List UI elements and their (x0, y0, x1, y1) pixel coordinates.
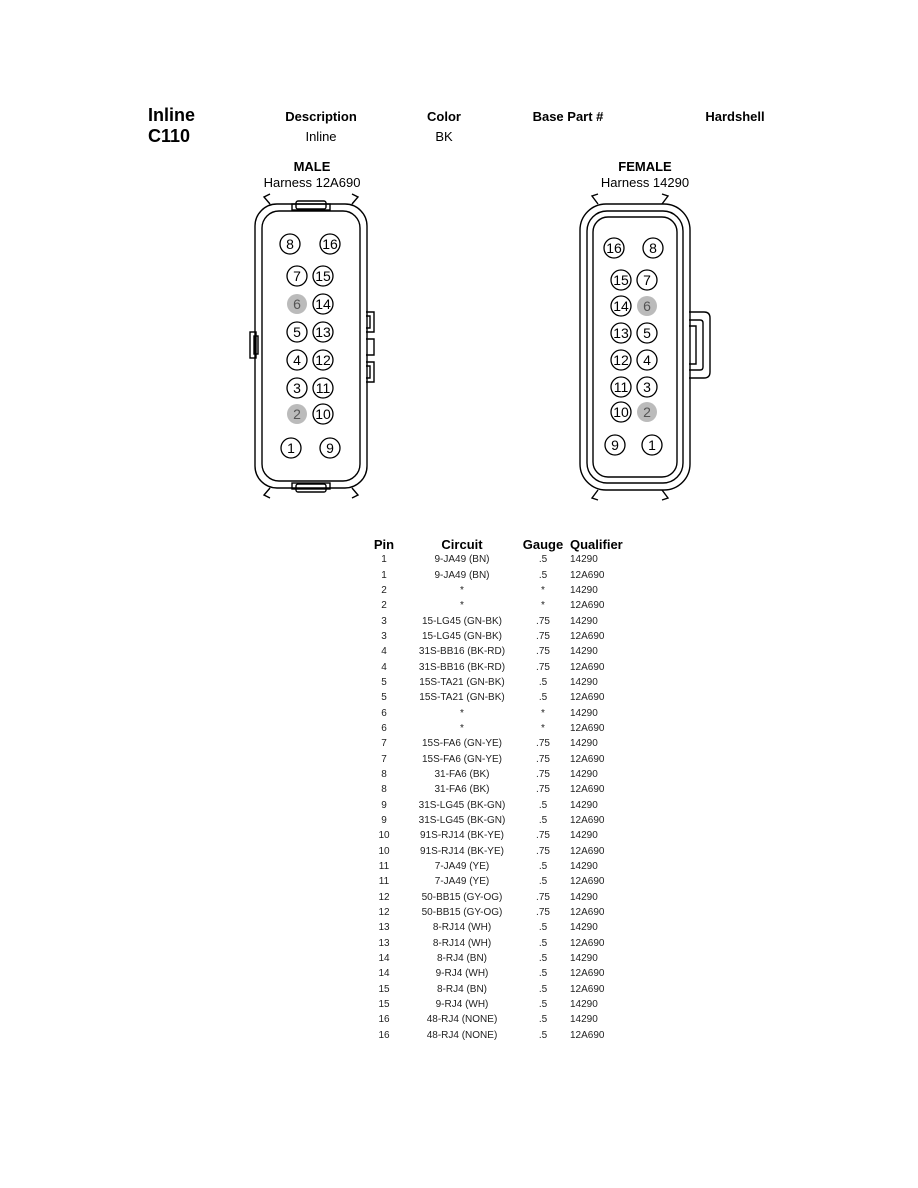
circuit-cell: 15S-FA6 (GN-YE) (421, 753, 503, 765)
pin-12 (313, 350, 333, 370)
table-row (366, 844, 630, 859)
pin-cell: 12 (378, 907, 390, 919)
qualifier-cell: 14290 (570, 707, 598, 719)
pin-number: 15 (613, 272, 629, 288)
gauge-cell: .5 (538, 692, 548, 704)
qualifier-cell: 12A690 (570, 876, 605, 888)
pin-number: 3 (293, 380, 301, 396)
pin-cell: 2 (381, 584, 387, 596)
gauge-cell: .75 (536, 661, 550, 673)
pin-cell: 5 (381, 676, 387, 688)
gauge-cell: .75 (536, 630, 550, 642)
qualifier-cell: 12A690 (570, 784, 605, 796)
circuit-cell: 50-BB15 (GY-OG) (421, 891, 503, 903)
base-part-label: Base Part # (532, 109, 604, 124)
table-row (366, 644, 630, 659)
qualifier-cell: 12A690 (570, 630, 605, 642)
gauge-cell: .5 (538, 799, 548, 811)
pin-3 (637, 377, 657, 397)
gauge-cell: .75 (536, 891, 550, 903)
pin-cell: 3 (381, 615, 387, 627)
circuit-cell: 31S-LG45 (BK-GN) (418, 815, 506, 827)
pin-number: 12 (315, 352, 331, 368)
qualifier-cell: 14290 (570, 738, 598, 750)
pin-number: 5 (643, 325, 651, 341)
pin-number: 1 (287, 440, 295, 456)
table-row (366, 966, 630, 981)
table-row (366, 905, 630, 920)
female-housing (580, 194, 710, 500)
pin-number: 12 (613, 352, 629, 368)
pin-number: 4 (293, 352, 301, 368)
pin-number: 7 (293, 268, 301, 284)
table-row (366, 767, 630, 782)
qualifier-cell: 12A690 (570, 937, 605, 949)
pin-cell: 1 (381, 569, 387, 581)
pin-cell: 15 (378, 983, 390, 995)
circuit-cell: 15-LG45 (GN-BK) (421, 615, 503, 627)
pin-cell: 9 (381, 815, 387, 827)
table-header-row (366, 536, 630, 552)
pin-number: 8 (649, 240, 657, 256)
pin-number: 14 (613, 298, 629, 314)
qualifier-cell: 12A690 (570, 692, 605, 704)
gauge-cell: .5 (538, 922, 548, 934)
table-row (366, 751, 630, 766)
gauge-cell: .75 (536, 738, 550, 750)
pin-cell: 10 (378, 845, 390, 857)
pin-6 (637, 296, 657, 316)
pin-number: 11 (315, 380, 331, 396)
table-row (366, 583, 630, 598)
pin-number: 5 (293, 324, 301, 340)
table-row (366, 567, 630, 582)
table-row (366, 951, 630, 966)
table-row (366, 798, 630, 813)
gauge-cell: .5 (538, 815, 548, 827)
pin-13 (611, 323, 631, 343)
pin-3 (287, 378, 307, 398)
male-housing (250, 194, 374, 498)
description-value: Inline (305, 129, 337, 144)
table-row (366, 629, 630, 644)
pin-11 (313, 378, 333, 398)
table-row (366, 598, 630, 613)
pin-1 (281, 438, 301, 458)
col-pin: Pin (373, 536, 395, 552)
pin-10 (611, 402, 631, 422)
qualifier-cell: 14290 (570, 830, 598, 842)
pin-cell: 13 (378, 922, 390, 934)
pin-number: 7 (643, 272, 651, 288)
circuit-cell: 91S-RJ14 (BK-YE) (420, 845, 504, 857)
pin-number: 8 (286, 236, 294, 252)
pin-number: 10 (613, 404, 629, 420)
qualifier-cell: 14290 (570, 891, 598, 903)
female-pins (604, 238, 663, 455)
circuit-cell: 31S-BB16 (BK-RD) (418, 661, 506, 673)
pin-cell: 4 (381, 646, 387, 658)
description-label: Description (285, 109, 357, 124)
pin-cell: 6 (381, 707, 387, 719)
pin-5 (637, 323, 657, 343)
circuit-cell: * (460, 600, 464, 612)
pin-number: 9 (611, 437, 619, 453)
male-harness: Harness 12A690 (263, 175, 361, 190)
gauge-cell: .75 (536, 845, 550, 857)
pin-number: 6 (643, 298, 651, 314)
pin-cell: 4 (381, 661, 387, 673)
table-row (366, 874, 630, 889)
pin-number: 14 (315, 296, 331, 312)
gauge-cell: .5 (538, 876, 548, 888)
circuit-cell: 48-RJ4 (NONE) (426, 1014, 498, 1026)
pin-number: 3 (643, 379, 651, 395)
gauge-cell: .75 (536, 907, 550, 919)
gauge-cell: .75 (536, 615, 550, 627)
pin-table-body (366, 552, 630, 1043)
pin-14 (313, 294, 333, 314)
male-connector-diagram (240, 192, 390, 500)
pin-7 (287, 266, 307, 286)
pin-2 (287, 404, 307, 424)
table-row (366, 782, 630, 797)
table-row (366, 920, 630, 935)
color-label: Color (427, 109, 461, 124)
pin-number: 10 (315, 406, 331, 422)
circuit-cell: 31-FA6 (BK) (434, 768, 490, 780)
col-gauge: Gauge (522, 536, 564, 552)
qualifier-cell: 14290 (570, 799, 598, 811)
qualifier-cell: 14290 (570, 768, 598, 780)
qualifier-cell: 14290 (570, 554, 598, 566)
pin-number: 13 (315, 324, 331, 340)
gauge-cell: .5 (538, 1014, 548, 1026)
pin-15 (611, 270, 631, 290)
qualifier-cell: 14290 (570, 999, 598, 1011)
pin-number: 11 (613, 379, 629, 395)
pin-cell: 12 (378, 891, 390, 903)
circuit-cell: 31S-BB16 (BK-RD) (418, 646, 506, 658)
qualifier-cell: 12A690 (570, 983, 605, 995)
qualifier-cell: 14290 (570, 676, 598, 688)
qualifier-cell: 12A690 (570, 753, 605, 765)
pin-2 (637, 402, 657, 422)
gauge-cell: .75 (536, 646, 550, 658)
female-label (601, 159, 689, 191)
pin-cell: 3 (381, 630, 387, 642)
gauge-cell: .75 (536, 830, 550, 842)
pin-cell: 13 (378, 937, 390, 949)
pin-8 (643, 238, 663, 258)
hardshell-label: Hardshell (705, 109, 765, 124)
male-pins (280, 234, 340, 458)
qualifier-cell: 12A690 (570, 845, 605, 857)
pin-cell: 1 (381, 554, 387, 566)
table-row (366, 859, 630, 874)
qualifier-cell: 12A690 (570, 661, 605, 673)
pin-cell: 16 (378, 1014, 390, 1026)
pin-table (366, 536, 630, 1043)
table-row (366, 1028, 630, 1043)
table-row (366, 813, 630, 828)
gauge-cell: .5 (538, 968, 548, 980)
table-row (366, 552, 630, 567)
pin-cell: 15 (378, 999, 390, 1011)
circuit-cell: 15S-TA21 (GN-BK) (419, 692, 505, 704)
qualifier-cell: 12A690 (570, 1029, 605, 1041)
pin-number: 15 (315, 268, 331, 284)
female-connector-diagram (572, 192, 720, 502)
pin-cell: 7 (381, 753, 387, 765)
pin-4 (637, 350, 657, 370)
gauge-cell: * (541, 584, 545, 596)
gauge-cell: * (541, 600, 545, 612)
pin-9 (320, 438, 340, 458)
pin-13 (313, 322, 333, 342)
table-row (366, 613, 630, 628)
pin-cell: 8 (381, 784, 387, 796)
pin-1 (642, 435, 662, 455)
circuit-cell: 50-BB15 (GY-OG) (421, 907, 503, 919)
gauge-cell: .5 (538, 554, 548, 566)
color-value: BK (435, 129, 453, 144)
pin-5 (287, 322, 307, 342)
pin-7 (637, 270, 657, 290)
table-row (366, 828, 630, 843)
gauge-cell: .5 (538, 953, 548, 965)
pin-cell: 11 (378, 861, 390, 873)
pin-4 (287, 350, 307, 370)
gauge-cell: .5 (538, 1029, 548, 1041)
male-label (264, 159, 361, 191)
circuit-cell: 8-RJ4 (BN) (436, 983, 487, 995)
circuit-cell: 9-RJ4 (WH) (435, 968, 489, 980)
circuit-cell: 8-RJ14 (WH) (432, 922, 492, 934)
pin-10 (313, 404, 333, 424)
gauge-cell: .5 (538, 861, 548, 873)
pin-16 (320, 234, 340, 254)
circuit-cell: * (460, 707, 464, 719)
gauge-cell: .5 (538, 569, 548, 581)
circuit-cell: 15S-TA21 (GN-BK) (419, 676, 505, 688)
circuit-cell: * (460, 584, 464, 596)
gauge-cell: .5 (538, 983, 548, 995)
table-row (366, 705, 630, 720)
qualifier-cell: 12A690 (570, 968, 605, 980)
table-row (366, 936, 630, 951)
pin-cell: 14 (378, 968, 390, 980)
pin-16 (604, 238, 624, 258)
pin-number: 6 (293, 296, 301, 312)
pin-number: 16 (322, 236, 338, 252)
qualifier-cell: 12A690 (570, 600, 605, 612)
circuit-cell: 9-JA49 (BN) (434, 569, 490, 581)
pin-number: 4 (643, 352, 651, 368)
pin-cell: 9 (381, 799, 387, 811)
circuit-cell: 31-FA6 (BK) (434, 784, 490, 796)
gauge-cell: * (541, 722, 545, 734)
pin-cell: 5 (381, 692, 387, 704)
pin-cell: 11 (378, 876, 390, 888)
gauge-cell: * (541, 707, 545, 719)
pin-11 (611, 377, 631, 397)
pin-number: 9 (326, 440, 334, 456)
qualifier-cell: 14290 (570, 953, 598, 965)
title-line1: Inline (148, 105, 196, 125)
gauge-cell: .75 (536, 768, 550, 780)
circuit-cell: 48-RJ4 (NONE) (426, 1029, 498, 1041)
circuit-cell: 8-RJ14 (WH) (432, 937, 492, 949)
gauge-cell: .5 (538, 676, 548, 688)
qualifier-cell: 14290 (570, 861, 598, 873)
qualifier-cell: 12A690 (570, 569, 605, 581)
gauge-cell: .75 (536, 753, 550, 765)
connector-title (148, 105, 195, 147)
qualifier-cell: 14290 (570, 584, 598, 596)
pin-14 (611, 296, 631, 316)
qualifier-cell: 14290 (570, 1014, 598, 1026)
pin-number: 16 (606, 240, 622, 256)
gauge-cell: .75 (536, 784, 550, 796)
table-row (366, 721, 630, 736)
table-row (366, 982, 630, 997)
circuit-cell: 9-JA49 (BN) (434, 554, 490, 566)
pin-cell: 8 (381, 768, 387, 780)
pin-cell: 7 (381, 738, 387, 750)
circuit-cell: 7-JA49 (YE) (434, 861, 490, 873)
col-qualifier: Qualifier (570, 536, 623, 552)
circuit-cell: 8-RJ4 (BN) (436, 953, 487, 965)
pin-15 (313, 266, 333, 286)
table-row (366, 736, 630, 751)
pin-cell: 14 (378, 953, 390, 965)
pin-number: 2 (643, 404, 651, 420)
pin-number: 2 (293, 406, 301, 422)
pin-12 (611, 350, 631, 370)
pin-number: 13 (613, 325, 629, 341)
female-title: FEMALE (618, 159, 672, 174)
table-row (366, 675, 630, 690)
male-title: MALE (293, 159, 331, 174)
table-row (366, 659, 630, 674)
qualifier-cell: 12A690 (570, 815, 605, 827)
pin-cell: 2 (381, 600, 387, 612)
table-row (366, 690, 630, 705)
circuit-cell: 9-RJ4 (WH) (435, 999, 489, 1011)
qualifier-cell: 14290 (570, 646, 598, 658)
gauge-cell: .5 (538, 999, 548, 1011)
pin-cell: 6 (381, 722, 387, 734)
female-harness: Harness 14290 (600, 175, 690, 190)
circuit-cell: 15S-FA6 (GN-YE) (421, 738, 503, 750)
pin-8 (280, 234, 300, 254)
pin-9 (605, 435, 625, 455)
table-row (366, 890, 630, 905)
qualifier-cell: 14290 (570, 922, 598, 934)
gauge-cell: .5 (538, 937, 548, 949)
qualifier-cell: 12A690 (570, 722, 605, 734)
table-row (366, 997, 630, 1012)
title-line2: C110 (148, 126, 191, 146)
qualifier-cell: 14290 (570, 615, 598, 627)
circuit-cell: * (460, 722, 464, 734)
pin-cell: 16 (378, 1029, 390, 1041)
table-row (366, 1012, 630, 1027)
circuit-cell: 91S-RJ14 (BK-YE) (420, 830, 504, 842)
pin-cell: 10 (378, 830, 390, 842)
circuit-cell: 31S-LG45 (BK-GN) (418, 799, 506, 811)
circuit-cell: 7-JA49 (YE) (434, 876, 490, 888)
pin-6 (287, 294, 307, 314)
circuit-cell: 15-LG45 (GN-BK) (421, 630, 503, 642)
qualifier-cell: 12A690 (570, 907, 605, 919)
col-circuit: Circuit (441, 536, 483, 552)
pin-number: 1 (648, 437, 656, 453)
